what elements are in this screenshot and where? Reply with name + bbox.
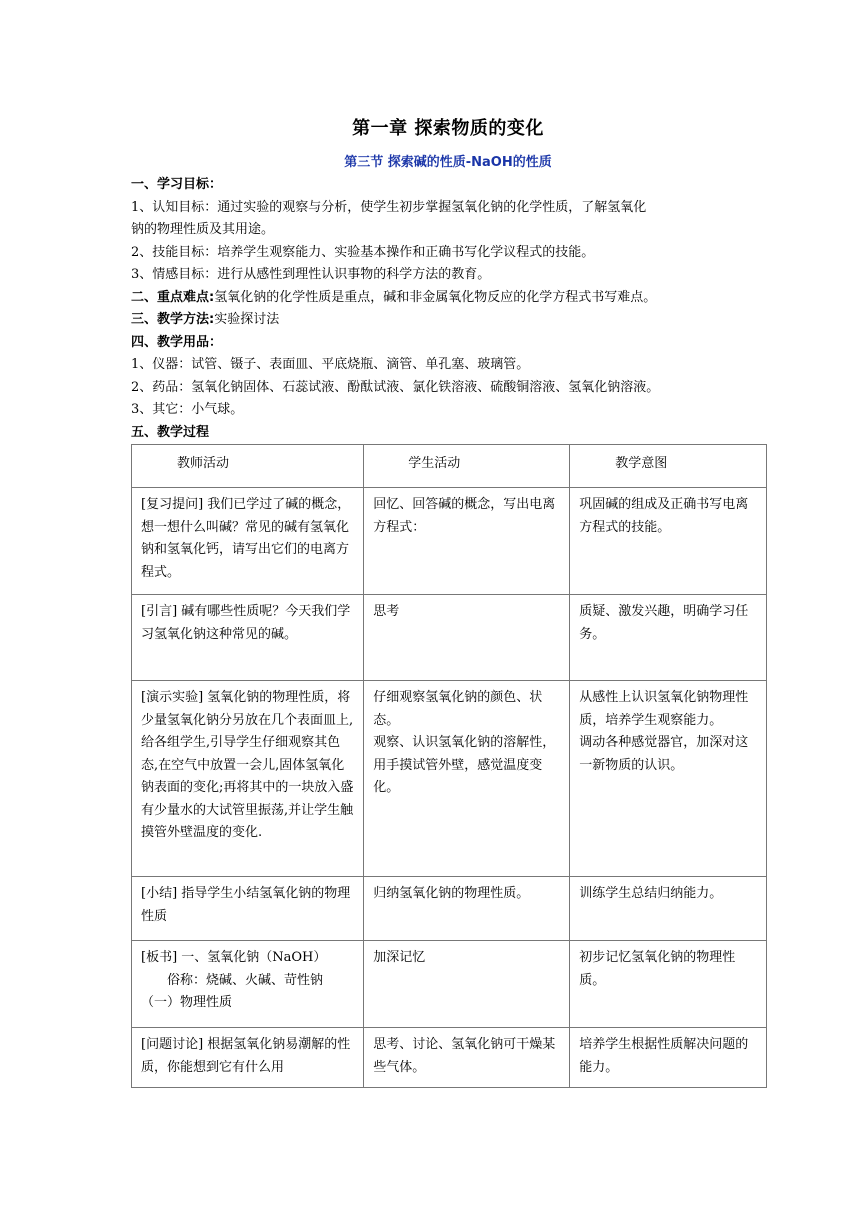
key-points-label: 二、重点难点:: [131, 289, 215, 305]
student-cell: 思考: [364, 595, 570, 681]
teacher-cell: [板书] 一、氢氧化钠（NaOH） 俗称：烧碱、火碱、苛性钠 （一）物理性质: [132, 941, 364, 1028]
teacher-cell: [问题讨论] 根据氢氧化钠易潮解的性质，你能想到它有什么用: [132, 1028, 364, 1088]
teaching-method-text: 实验探讨法: [214, 312, 280, 327]
intent-cell: 初步记忆氢氧化钠的物理性质。: [570, 941, 767, 1028]
student-cell: 思考、讨论、氢氧化钠可干燥某些气体。: [364, 1028, 570, 1088]
student-cell: 回忆、回答碱的概念，写出电离方程式：: [364, 488, 570, 595]
table-row: [132, 1028, 767, 1088]
teaching-method-label: 三、教学方法:: [131, 312, 215, 327]
process-heading: 五、教学过程: [131, 424, 210, 440]
goal-1-line-a: 1、认知目标：通过实验的观察与分析，使学生初步掌握氢氧化钠的化学性质，了解氢氧化: [131, 199, 647, 215]
section-subtitle: 第三节 探索碱的性质-NaOH的性质: [344, 155, 552, 170]
supply-3: 3、其它：小气球。: [131, 402, 244, 417]
intent-cell: 质疑、激发兴趣，明确学习任务。: [570, 595, 767, 681]
table-row: [132, 595, 767, 681]
supply-1: 1、仪器：试管、镊子、表面皿、平底烧瓶、滴管、单孔塞、玻璃管。: [131, 357, 530, 372]
table-row: [132, 941, 767, 1028]
header-intent: 教学意图: [570, 445, 767, 488]
goals-heading: 一、学习目标：: [131, 177, 223, 192]
table-header-row: [132, 445, 767, 488]
teacher-cell: [演示实验] 氢氧化钠的物理性质，将少量氢氧化钠分另放在几个表面皿上,给各组学生,引导学生仔细观察其色态,在空气中放置一会儿,固体氢氧化钠表面的变化;再将其中的一块放入盛有少量水的大试管里振荡,并让学生触摸管外壁温度的变化.: [132, 681, 364, 877]
key-points: [131, 287, 741, 310]
table-row: [132, 877, 767, 941]
teacher-cell: [小结] 指导学生小结氢氧化钠的物理性质: [132, 877, 364, 941]
student-cell: 归纳氢氧化钠的物理性质。: [364, 877, 570, 941]
teaching-method: [131, 309, 741, 332]
chapter-title: 第一章 探索物质的变化: [352, 118, 544, 139]
teaching-process-table: [131, 444, 767, 1088]
goal-2: 2、技能目标：培养学生观察能力、实验基本操作和正确书写化学议程式的技能。: [131, 244, 595, 260]
intent-cell: 培养学生根据性质解决问题的能力。: [570, 1028, 767, 1088]
teacher-cell: [复习提问] 我们已学过了碱的概念，想一想什么叫碱？常见的碱有氢氧化钠和氢氧化钙，请写出它们的电离方程式。: [132, 488, 364, 595]
key-points-text: 氢氧化钠的化学性质是重点，碱和非金属氧化物反应的化学方程式书写难点。: [214, 289, 657, 305]
student-cell: 加深记忆: [364, 941, 570, 1028]
teacher-cell: [引言] 碱有哪些性质呢？今天我们学习氢氧化钠这种常见的碱。: [132, 595, 364, 681]
intent-cell: 从感性上认识氢氧化钠物理性质，培养学生观察能力。 调动各种感觉器官，加深对这一新物质的认识。: [570, 681, 767, 877]
header-student: 学生活动: [364, 445, 570, 488]
supplies-heading: 四、教学用品：: [131, 334, 223, 350]
student-cell: 仔细观察氢氧化钠的颜色、状态。 观察、认识氢氧化钠的溶解性，用手摸试管外壁，感觉温度变化。: [364, 681, 570, 877]
goal-1-line-b: 钠的物理性质及其用途。: [131, 222, 275, 237]
intent-cell: 训练学生总结归纳能力。: [570, 877, 767, 941]
intent-cell: 巩固碱的组成及正确书写电离方程式的技能。: [570, 488, 767, 595]
supply-2: 2、药品：氢氧化钠固体、石蕊试液、酚酞试液、氯化铁溶液、硫酸铜溶液、氢氧化钠溶液。: [131, 379, 660, 395]
header-teacher: 教师活动: [132, 445, 364, 488]
table-row: [132, 681, 767, 877]
table-row: [132, 488, 767, 595]
goal-3: 3、情感目标：进行从感性到理性认识事物的科学方法的教育。: [131, 267, 491, 282]
document-body: [131, 174, 741, 444]
